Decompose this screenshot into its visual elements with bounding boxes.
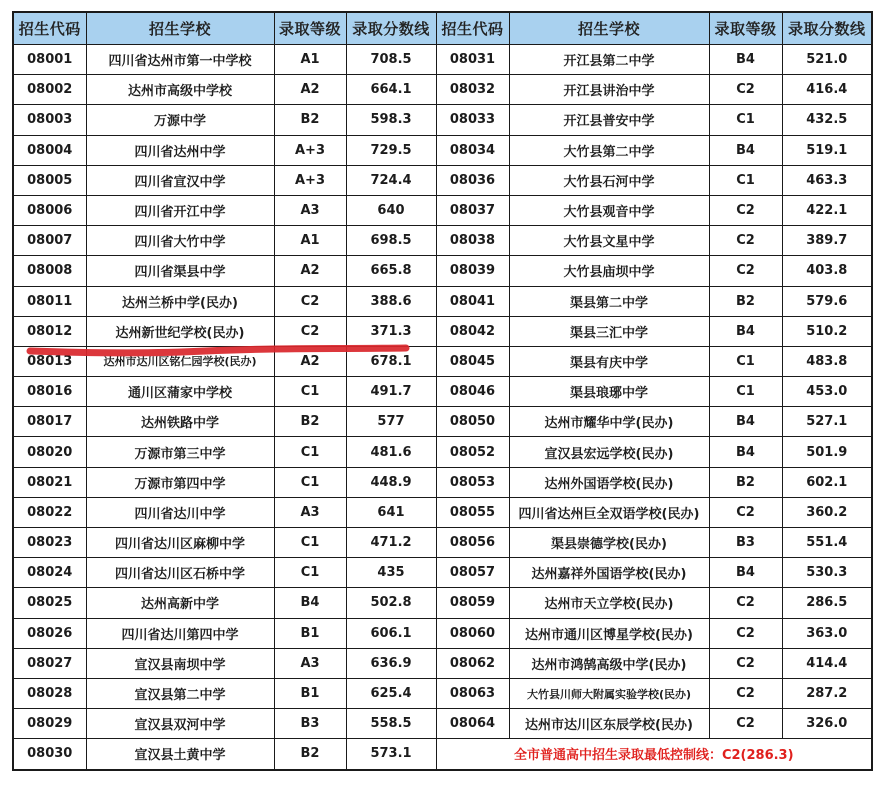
table-row xyxy=(13,678,872,708)
left-school-cell: 四川省达川区石桥中学 xyxy=(86,558,274,588)
left-code-cell: 08005 xyxy=(13,165,86,195)
left-school-cell: 四川省达州市第一中学校 xyxy=(86,45,274,75)
left-school-cell: 万源中学 xyxy=(86,105,274,135)
right-grade-cell: C2 xyxy=(709,256,782,286)
right-code-cell: 08063 xyxy=(436,678,509,708)
right-code-cell: 08036 xyxy=(436,165,509,195)
right-code-cell: 08042 xyxy=(436,316,509,346)
right-score-cell: 579.6 xyxy=(782,286,872,316)
right-grade-cell: C2 xyxy=(709,648,782,678)
header-score-left: 录取分数线 xyxy=(346,12,436,45)
left-school-cell: 万源市第三中学 xyxy=(86,437,274,467)
right-score-cell: 422.1 xyxy=(782,195,872,225)
right-school-cell: 大竹县庙坝中学 xyxy=(509,256,709,286)
left-score-cell: 665.8 xyxy=(346,256,436,286)
left-school-cell: 宣汉县土黄中学 xyxy=(86,739,274,770)
left-score-cell: 481.6 xyxy=(346,437,436,467)
right-score-cell: 326.0 xyxy=(782,709,872,739)
right-school-cell: 大竹县石河中学 xyxy=(509,165,709,195)
right-grade-cell: C2 xyxy=(709,195,782,225)
left-grade-cell: A3 xyxy=(274,648,346,678)
left-score-cell: 606.1 xyxy=(346,618,436,648)
right-grade-cell: B4 xyxy=(709,45,782,75)
left-grade-cell: B1 xyxy=(274,618,346,648)
right-score-cell: 530.3 xyxy=(782,558,872,588)
minimum-control-line-note: 全市普通高中招生录取最低控制线：C2(286.3) xyxy=(436,739,872,770)
left-school-cell: 四川省达州中学 xyxy=(86,135,274,165)
left-score-cell: 640 xyxy=(346,195,436,225)
right-grade-cell: C2 xyxy=(709,678,782,708)
header-code-left: 招生代码 xyxy=(13,12,86,45)
left-code-cell: 08029 xyxy=(13,709,86,739)
right-code-cell: 08055 xyxy=(436,497,509,527)
right-grade-cell: B4 xyxy=(709,316,782,346)
left-code-cell: 08017 xyxy=(13,407,86,437)
left-code-cell: 08011 xyxy=(13,286,86,316)
right-score-cell: 389.7 xyxy=(782,226,872,256)
right-score-cell: 416.4 xyxy=(782,75,872,105)
left-score-cell: 448.9 xyxy=(346,467,436,497)
left-score-cell: 678.1 xyxy=(346,346,436,376)
right-code-cell: 08062 xyxy=(436,648,509,678)
left-score-cell: 471.2 xyxy=(346,528,436,558)
table-row xyxy=(13,195,872,225)
left-code-cell: 08021 xyxy=(13,467,86,497)
left-score-cell: 598.3 xyxy=(346,105,436,135)
left-score-cell: 573.1 xyxy=(346,739,436,770)
left-school-cell: 万源市第四中学 xyxy=(86,467,274,497)
right-grade-cell: C2 xyxy=(709,497,782,527)
left-school-cell: 四川省宣汉中学 xyxy=(86,165,274,195)
left-grade-cell: C1 xyxy=(274,467,346,497)
right-score-cell: 483.8 xyxy=(782,346,872,376)
table-row xyxy=(13,588,872,618)
right-score-cell: 403.8 xyxy=(782,256,872,286)
left-score-cell: 491.7 xyxy=(346,377,436,407)
left-grade-cell: A2 xyxy=(274,256,346,286)
right-school-cell: 渠县三汇中学 xyxy=(509,316,709,346)
header-grade-left: 录取等级 xyxy=(274,12,346,45)
left-grade-cell: B1 xyxy=(274,678,346,708)
right-grade-cell: B2 xyxy=(709,286,782,316)
right-school-cell: 达州市耀华中学(民办) xyxy=(509,407,709,437)
left-score-cell: 435 xyxy=(346,558,436,588)
right-school-cell: 大竹县第二中学 xyxy=(509,135,709,165)
left-score-cell: 625.4 xyxy=(346,678,436,708)
header-code-right: 招生代码 xyxy=(436,12,509,45)
right-code-cell: 08059 xyxy=(436,588,509,618)
left-score-cell: 558.5 xyxy=(346,709,436,739)
left-code-cell: 08001 xyxy=(13,45,86,75)
right-score-cell: 501.9 xyxy=(782,437,872,467)
right-score-cell: 432.5 xyxy=(782,105,872,135)
right-code-cell: 08041 xyxy=(436,286,509,316)
right-school-cell: 四川省达州巨全双语学校(民办) xyxy=(509,497,709,527)
header-school-left: 招生学校 xyxy=(86,12,274,45)
left-school-cell: 宣汉县双河中学 xyxy=(86,709,274,739)
right-code-cell: 08031 xyxy=(436,45,509,75)
left-school-cell: 达州铁路中学 xyxy=(86,407,274,437)
table-row xyxy=(13,528,872,558)
left-grade-cell: C2 xyxy=(274,316,346,346)
left-grade-cell: C1 xyxy=(274,528,346,558)
left-school-cell: 达州兰桥中学(民办) xyxy=(86,286,274,316)
right-grade-cell: B4 xyxy=(709,558,782,588)
header-row xyxy=(13,12,872,45)
right-school-cell: 渠县崇德学校(民办) xyxy=(509,528,709,558)
right-school-cell: 渠县第二中学 xyxy=(509,286,709,316)
left-school-cell: 四川省渠县中学 xyxy=(86,256,274,286)
left-grade-cell: A+3 xyxy=(274,135,346,165)
admission-table-container xyxy=(12,11,873,771)
right-grade-cell: C2 xyxy=(709,709,782,739)
left-score-cell: 698.5 xyxy=(346,226,436,256)
left-school-cell: 四川省达川第四中学 xyxy=(86,618,274,648)
right-score-cell: 286.5 xyxy=(782,588,872,618)
right-school-cell: 开江县讲治中学 xyxy=(509,75,709,105)
right-code-cell: 08032 xyxy=(436,75,509,105)
table-row xyxy=(13,618,872,648)
right-grade-cell: C1 xyxy=(709,377,782,407)
left-code-cell: 08027 xyxy=(13,648,86,678)
table-body xyxy=(13,45,872,770)
admission-scores-table xyxy=(12,11,873,771)
left-score-cell: 664.1 xyxy=(346,75,436,105)
right-code-cell: 08060 xyxy=(436,618,509,648)
right-grade-cell: B4 xyxy=(709,407,782,437)
left-score-cell: 388.6 xyxy=(346,286,436,316)
table-row xyxy=(13,467,872,497)
left-grade-cell: B2 xyxy=(274,739,346,770)
right-code-cell: 08037 xyxy=(436,195,509,225)
left-code-cell: 08024 xyxy=(13,558,86,588)
table-row xyxy=(13,316,872,346)
right-code-cell: 08057 xyxy=(436,558,509,588)
right-score-cell: 463.3 xyxy=(782,165,872,195)
left-code-cell: 08023 xyxy=(13,528,86,558)
right-school-cell: 达州市达川区东辰学校(民办) xyxy=(509,709,709,739)
right-school-cell: 渠县琅琊中学 xyxy=(509,377,709,407)
left-score-cell: 708.5 xyxy=(346,45,436,75)
table-row xyxy=(13,407,872,437)
left-code-cell: 08026 xyxy=(13,618,86,648)
left-grade-cell: A3 xyxy=(274,497,346,527)
right-code-cell: 08045 xyxy=(436,346,509,376)
left-code-cell: 08028 xyxy=(13,678,86,708)
left-grade-cell: A1 xyxy=(274,226,346,256)
right-grade-cell: C2 xyxy=(709,588,782,618)
right-grade-cell: C1 xyxy=(709,165,782,195)
table-row xyxy=(13,226,872,256)
right-grade-cell: C2 xyxy=(709,75,782,105)
left-grade-cell: A2 xyxy=(274,346,346,376)
right-code-cell: 08034 xyxy=(436,135,509,165)
left-grade-cell: B2 xyxy=(274,407,346,437)
left-code-cell: 08016 xyxy=(13,377,86,407)
right-score-cell: 551.4 xyxy=(782,528,872,558)
table-row xyxy=(13,377,872,407)
right-school-cell: 达州市通川区博星学校(民办) xyxy=(509,618,709,648)
header-grade-right: 录取等级 xyxy=(709,12,782,45)
right-score-cell: 360.2 xyxy=(782,497,872,527)
right-school-cell: 开江县普安中学 xyxy=(509,105,709,135)
left-code-cell: 08012 xyxy=(13,316,86,346)
right-code-cell: 08039 xyxy=(436,256,509,286)
right-grade-cell: B4 xyxy=(709,437,782,467)
left-code-cell: 08008 xyxy=(13,256,86,286)
left-code-cell: 08025 xyxy=(13,588,86,618)
left-score-cell: 636.9 xyxy=(346,648,436,678)
right-grade-cell: C1 xyxy=(709,105,782,135)
right-school-cell: 大竹县观音中学 xyxy=(509,195,709,225)
right-grade-cell: C2 xyxy=(709,226,782,256)
right-score-cell: 527.1 xyxy=(782,407,872,437)
left-code-cell: 08022 xyxy=(13,497,86,527)
right-school-cell: 渠县有庆中学 xyxy=(509,346,709,376)
table-row xyxy=(13,135,872,165)
left-school-cell: 四川省达川区麻柳中学 xyxy=(86,528,274,558)
right-code-cell: 08052 xyxy=(436,437,509,467)
left-grade-cell: B3 xyxy=(274,709,346,739)
table-row xyxy=(13,437,872,467)
left-grade-cell: A+3 xyxy=(274,165,346,195)
left-grade-cell: A2 xyxy=(274,75,346,105)
right-grade-cell: B3 xyxy=(709,528,782,558)
left-school-cell: 四川省大竹中学 xyxy=(86,226,274,256)
right-code-cell: 08064 xyxy=(436,709,509,739)
right-school-cell: 达州市鸿鹄高级中学(民办) xyxy=(509,648,709,678)
table-row xyxy=(13,105,872,135)
left-score-cell: 371.3 xyxy=(346,316,436,346)
table-row xyxy=(13,709,872,739)
left-score-cell: 724.4 xyxy=(346,165,436,195)
left-code-cell: 08020 xyxy=(13,437,86,467)
left-school-cell: 宣汉县第二中学 xyxy=(86,678,274,708)
table-row xyxy=(13,739,872,770)
left-grade-cell: A3 xyxy=(274,195,346,225)
table-row xyxy=(13,45,872,75)
left-code-cell: 08006 xyxy=(13,195,86,225)
right-school-cell: 达州外国语学校(民办) xyxy=(509,467,709,497)
table-row xyxy=(13,286,872,316)
right-score-cell: 602.1 xyxy=(782,467,872,497)
table-row xyxy=(13,346,872,376)
left-grade-cell: B4 xyxy=(274,588,346,618)
left-code-cell: 08030 xyxy=(13,739,86,770)
left-school-cell: 达州市高级中学校 xyxy=(86,75,274,105)
table-row xyxy=(13,75,872,105)
table-row xyxy=(13,648,872,678)
right-code-cell: 08056 xyxy=(436,528,509,558)
right-score-cell: 414.4 xyxy=(782,648,872,678)
right-code-cell: 08053 xyxy=(436,467,509,497)
table-row xyxy=(13,256,872,286)
header-score-right: 录取分数线 xyxy=(782,12,872,45)
left-school-cell: 宣汉县南坝中学 xyxy=(86,648,274,678)
left-code-cell: 08013 xyxy=(13,346,86,376)
left-school-cell: 达州高新中学 xyxy=(86,588,274,618)
right-code-cell: 08050 xyxy=(436,407,509,437)
left-score-cell: 641 xyxy=(346,497,436,527)
right-code-cell: 08033 xyxy=(436,105,509,135)
left-school-cell: 四川省开江中学 xyxy=(86,195,274,225)
left-school-cell: 四川省达川中学 xyxy=(86,497,274,527)
header-school-right: 招生学校 xyxy=(509,12,709,45)
table-row xyxy=(13,497,872,527)
right-score-cell: 521.0 xyxy=(782,45,872,75)
left-score-cell: 729.5 xyxy=(346,135,436,165)
left-score-cell: 577 xyxy=(346,407,436,437)
table-row xyxy=(13,165,872,195)
left-grade-cell: C1 xyxy=(274,558,346,588)
right-score-cell: 519.1 xyxy=(782,135,872,165)
right-school-cell: 大竹县文星中学 xyxy=(509,226,709,256)
table-row xyxy=(13,558,872,588)
right-school-cell: 宣汉县宏远学校(民办) xyxy=(509,437,709,467)
left-school-cell: 通川区蒲家中学校 xyxy=(86,377,274,407)
left-school-cell: 达州新世纪学校(民办) xyxy=(86,316,274,346)
left-code-cell: 08007 xyxy=(13,226,86,256)
right-score-cell: 510.2 xyxy=(782,316,872,346)
right-school-cell: 开江县第二中学 xyxy=(509,45,709,75)
right-school-cell: 大竹县川师大附属实验学校(民办) xyxy=(509,678,709,708)
right-code-cell: 08046 xyxy=(436,377,509,407)
right-grade-cell: B4 xyxy=(709,135,782,165)
right-score-cell: 453.0 xyxy=(782,377,872,407)
right-school-cell: 达州市天立学校(民办) xyxy=(509,588,709,618)
left-code-cell: 08002 xyxy=(13,75,86,105)
left-grade-cell: C1 xyxy=(274,437,346,467)
right-grade-cell: C2 xyxy=(709,618,782,648)
left-grade-cell: C1 xyxy=(274,377,346,407)
right-score-cell: 287.2 xyxy=(782,678,872,708)
right-grade-cell: C1 xyxy=(709,346,782,376)
right-school-cell: 达州嘉祥外国语学校(民办) xyxy=(509,558,709,588)
left-code-cell: 08004 xyxy=(13,135,86,165)
left-grade-cell: B2 xyxy=(274,105,346,135)
right-score-cell: 363.0 xyxy=(782,618,872,648)
left-grade-cell: C2 xyxy=(274,286,346,316)
right-grade-cell: B2 xyxy=(709,467,782,497)
left-grade-cell: A1 xyxy=(274,45,346,75)
left-school-cell: 达州市达川区铭仁园学校(民办) xyxy=(86,346,274,376)
left-score-cell: 502.8 xyxy=(346,588,436,618)
left-code-cell: 08003 xyxy=(13,105,86,135)
right-code-cell: 08038 xyxy=(436,226,509,256)
